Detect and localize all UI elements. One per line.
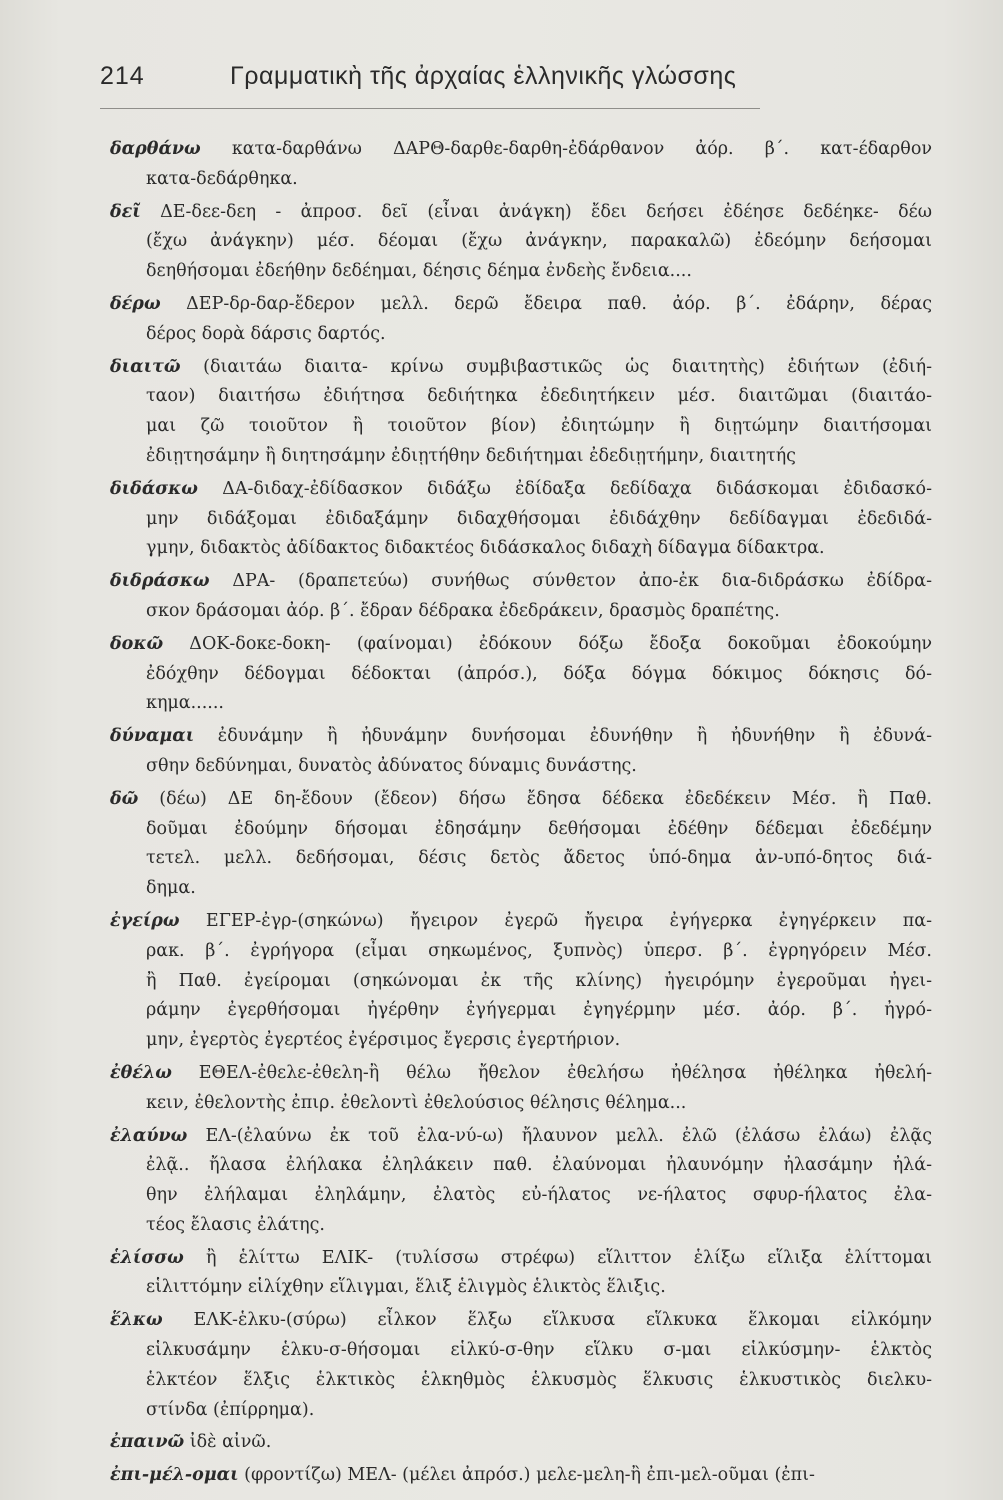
entry-text: (δέω) ΔΕ δη-ἔδουν (ἔδεον) δήσω ἔδησα δέδεκα ἐδεδέκειν Μέσ. ἢ Παθ. <box>138 788 932 809</box>
entry-continuation-line <box>146 1181 932 1211</box>
dictionary-entry <box>110 567 932 627</box>
entry-continuation-line <box>146 1366 932 1396</box>
dictionary-entry <box>110 290 932 350</box>
entry-first-line <box>110 135 932 165</box>
entry-text: τέος ἔλασις ἐλάτης. <box>146 1214 325 1235</box>
entry-continuation-line <box>146 257 932 287</box>
entry-text: εἱλκυσάμην ἑλκυ-σ-θήσομαι εἱλκύ-σ-θην εἵλκυ σ-μαι εἱλκύσμην- ἑλκτὸς <box>146 1340 932 1361</box>
entry-text: ἢ ἑλίττω ΕΛΙΚ- (τυλίσσω στρέφω) εἵλιττον ἑλίξω εἵλιξα ἑλίττομαι <box>183 1247 932 1268</box>
entry-headword: δεῖ <box>110 201 141 222</box>
entry-continuation-line <box>146 967 932 997</box>
dictionary-entry <box>110 198 932 287</box>
entry-text: ταον) διαιτήσω ἐδιήτησα δεδιήτηκα ἐδεδιητήκειν μέσ. διαιτῶμαι (διαιτάο- <box>146 386 932 407</box>
entry-first-line <box>110 1306 932 1336</box>
entry-continuation-line <box>146 660 932 690</box>
page-header <box>100 62 943 102</box>
entry-continuation-line <box>146 1026 932 1056</box>
entry-text: δοῦμαι ἐδούμην δήσομαι ἐδησάμην δεθήσομαι ἐδέθην δέδεμαι ἐδεδέμην <box>146 818 932 839</box>
entry-continuation-line <box>146 996 932 1026</box>
entry-headword: δύναμαι <box>110 726 195 747</box>
entry-continuation-line <box>146 815 932 845</box>
entry-headword: δῶ <box>110 788 139 809</box>
entry-text: εἱλιττόμην εἱλίχθην εἵλιγμαι, ἕλιξ ἑλιγμὸς ἑλικτὸς ἕλιξις. <box>146 1277 666 1298</box>
entry-text: (ἔχω ἀνάγκην) μέσ. δέομαι (ἔχω ἀνάγκην, παρακαλῶ) ἐδεόμην δεήσομαι <box>146 231 932 252</box>
entry-text: ἰδὲ αἰνῶ. <box>184 1432 272 1453</box>
entry-text: ΔΡΑ- (δραπετεύω) συνήθως σύνθετον ἀπο-ἐκ δια-διδράσκω ἐδίδρα- <box>209 571 932 592</box>
entry-headword: ἕλκω <box>110 1310 163 1331</box>
entry-first-line <box>110 907 932 937</box>
entry-text: δημα. <box>146 878 196 899</box>
entry-text: ΕΓΕΡ-ἐγρ-(σηκώνω) ἤγειρον ἐγερῶ ἤγειρα ἐγήγερκα ἐγηγέρκειν πα- <box>179 910 932 931</box>
page-number: 214 <box>100 62 145 90</box>
entry-first-line <box>110 353 932 383</box>
entry-text: γμην, διδακτὸς ἀδίδακτος διδακτέος διδάσκαλος διδαχὴ δίδαγμα δίδακτρα. <box>146 538 825 559</box>
entry-first-line <box>110 1059 932 1089</box>
dictionary-entry <box>110 135 932 195</box>
entry-continuation-line <box>146 1396 932 1426</box>
dictionary-entry <box>110 1122 932 1241</box>
entry-headword: δοκῶ <box>110 633 164 654</box>
entry-first-line <box>110 1428 932 1458</box>
entry-headword: διαιτῶ <box>110 356 181 377</box>
entry-text: ἢ Παθ. ἐγείρομαι (σηκώνομαι ἐκ τῆς κλίνης) ἠγειρόμην ἐγεροῦμαι ἠγει- <box>146 970 932 991</box>
entry-first-line <box>110 567 932 597</box>
entry-continuation-line <box>146 752 932 782</box>
entry-headword: ἐπαινῶ <box>110 1432 185 1453</box>
entry-continuation-line <box>146 937 932 967</box>
dictionary-entry <box>110 630 932 719</box>
entry-text: σθην δεδύνημαι, δυνατὸς ἀδύνατος δύναμις δυνάστης. <box>146 755 637 776</box>
entry-continuation-line <box>146 1089 932 1119</box>
entry-text: κειν, ἐθελοντὴς ἐπιρ. ἐθελοντὶ ἐθελούσιος θέλησις θέλημα... <box>146 1092 687 1113</box>
entry-headword: δέρω <box>110 293 161 314</box>
entry-text: θην ἐλήλαμαι ἐληλάμην, ἐλατὸς εὐ-ήλατος νε-ήλατος σφυρ-ήλατος ἐλα- <box>146 1185 932 1206</box>
entry-text: (διαιτάω διαιτα- κρίνω συμβιβαστικῶς ὡς διαιτητὴς) ἐδιήτων (ἐδιή- <box>180 356 932 377</box>
dictionary-entry <box>110 1461 932 1491</box>
entry-headword: ἐγείρω <box>110 910 180 931</box>
entry-text: μην διδάξομαι ἐδιδαξάμην διδαχθήσομαι ἐδιδάχθην δεδίδαγμαι ἐδεδιδά- <box>146 508 932 529</box>
entry-headword: ἑλίσσω <box>110 1247 184 1268</box>
entry-first-line <box>110 722 932 752</box>
dictionary-entry <box>110 1428 932 1458</box>
dictionary-entry <box>110 1306 932 1425</box>
dictionary-entry <box>110 475 932 564</box>
dictionary-entry <box>110 1244 932 1304</box>
entry-text: κατα-δαρθάνω ΔΑΡΘ-δαρθε-δαρθη-ἐδάρθανον ἀόρ. β΄. κατ-έδαρθον <box>200 139 932 159</box>
entry-continuation-line <box>146 442 932 472</box>
entry-first-line <box>110 475 932 505</box>
entry-headword: ἐπι-μέλ-ομαι <box>110 1465 239 1486</box>
entry-text: ΕΛΚ-ἑλκυ-(σύρω) εἷλκον ἕλξω εἵλκυσα εἵλκυκα ἕλκομαι εἱλκόμην <box>162 1310 932 1331</box>
entry-first-line <box>110 290 932 320</box>
entry-continuation-line <box>146 1151 932 1181</box>
dictionary-entry <box>110 1059 932 1119</box>
entry-text: σκον δράσομαι ἀόρ. β΄. ἔδραν δέδρακα ἐδεδράκειν, δρασμὸς δραπέτης. <box>146 600 780 621</box>
entry-first-line <box>110 198 932 228</box>
entry-text: μην, ἐγερτὸς ἐγερτέος ἐγέρσιμος ἔγερσις ἐγερτήριον. <box>146 1030 621 1051</box>
entry-text: ἐδυνάμην ἢ ἠδυνάμην δυνήσομαι ἐδυνήθην ἢ ἠδυνήθην ἢ ἐδυνά- <box>194 726 932 747</box>
dictionary-entry <box>110 722 932 782</box>
entry-first-line <box>110 1122 932 1152</box>
entry-continuation-line <box>146 505 932 535</box>
entry-continuation-line <box>146 597 932 627</box>
entry-text: ράμην ἐγερθήσομαι ἠγέρθην ἐγήγερμαι ἐγηγέρμην μέσ. ἀόρ. β΄. ἠγρό- <box>146 1000 932 1021</box>
entry-headword: δαρθάνω <box>110 139 201 159</box>
entry-continuation-line <box>146 320 932 350</box>
entry-text: ἐδιῃτησάμην ἢ διητησάμην ἐδιῃτήθην δεδιήτημαι ἐδεδιῃτήμην, διαιτητής <box>146 445 796 466</box>
entry-text: ἐλᾷ.. ἤλασα ἐλήλακα ἐληλάκειν παθ. ἐλαύνομαι ἠλαυνόμην ἠλασάμην ἠλά- <box>146 1155 932 1176</box>
entry-text: κημα...... <box>146 693 224 714</box>
entry-first-line <box>110 785 932 815</box>
entry-continuation-line <box>146 227 932 257</box>
entry-text: (φροντίζω) ΜΕΛ- (μέλει ἀπρόσ.) μελε-μελη-ἢ ἐπι-μελ-οῦμαι (ἐπι- <box>238 1465 815 1486</box>
entry-continuation-line <box>146 844 932 874</box>
entry-text: ΔΟΚ-δοκε-δοκη- (φαίνομαι) ἐδόκουν δόξω ἔδοξα δοκοῦμαι ἐδοκούμην <box>163 633 932 654</box>
dictionary-entry <box>110 907 932 1056</box>
entry-continuation-line <box>146 689 932 719</box>
entry-text: ἑλκτέον ἕλξις ἑλκτικὸς ἑλκηθμὸς ἑλκυσμὸς ἕλκυσις ἑλκυστικὸς διελκυ- <box>146 1369 932 1390</box>
entry-headword: ἐθέλω <box>110 1062 172 1083</box>
entry-text: μαι ζῶ τοιοῦτον ἢ τοιοῦτον βίον) ἐδιητώμην ἢ διῃτώμην διαιτήσομαι <box>146 416 932 437</box>
dictionary-body <box>110 135 932 1494</box>
entry-text: ΔΕΡ-δρ-δαρ-ἔδερον μελλ. δερῶ ἔδειρα παθ. ἀόρ. β΄. ἐδάρην, δέρας <box>160 293 932 314</box>
entry-continuation-line <box>146 412 932 442</box>
entry-continuation-line <box>146 534 932 564</box>
entry-headword: διδράσκω <box>110 571 210 592</box>
entry-text: δεηθήσομαι ἐδεήθην δεδέημαι, δέησις δέημα ἐνδεὴς ἔνδεια.... <box>146 261 692 282</box>
entry-continuation-line <box>146 165 932 195</box>
entry-text: ρακ. β΄. ἐγρήγορα (εἶμαι σηκωμένος, ξυπνὸς) ὑπερσ. β΄. ἐγρηγόρειν Μέσ. <box>146 940 932 961</box>
entry-text: στίνδα (ἐπίρρημα). <box>146 1399 315 1420</box>
entry-text: ΕΛ-(ἐλαύνω ἐκ τοῦ ἐλα-νύ-ω) ἤλαυνον μελλ. ἐλῶ (ἐλάσω ἐλάω) ἐλᾷς <box>187 1125 932 1146</box>
entry-continuation-line <box>146 1336 932 1366</box>
entry-first-line <box>110 630 932 660</box>
entry-text: ἐδόχθην δέδογμαι δέδοκται (ἀπρόσ.), δόξα δόγμα δόκιμος δόκησις δό- <box>146 663 932 684</box>
entry-headword: διδάσκω <box>110 478 198 499</box>
entry-first-line <box>110 1244 932 1274</box>
entry-continuation-line <box>146 1211 932 1241</box>
running-title: Γραμματικὴ τῆς ἀρχαίας ἑλληνικῆς γλώσσης <box>230 62 737 90</box>
entry-text: κατα-δεδάρθηκα. <box>146 168 298 189</box>
entry-continuation-line <box>146 1273 932 1303</box>
entry-text: ΕΘΕΛ-ἐθελε-ἐθελη-ἢ θέλω ἤθελον ἐθελήσω ἠθέλησα ἠθέληκα ἠθελή- <box>171 1062 932 1083</box>
entry-headword: ἐλαύνω <box>110 1125 188 1146</box>
entry-continuation-line <box>146 874 932 904</box>
entry-text: ΔΑ-διδαχ-ἐδίδασκον διδάξω ἐδίδαξα δεδίδαχα διδάσκομαι ἐδιδασκό- <box>197 478 932 499</box>
entry-text: τετελ. μελλ. δεδήσομαι, δέσις δετὸς ἄδετος ὑπό-δημα ἀν-υπό-δητος διά- <box>146 848 932 869</box>
entry-continuation-line <box>146 382 932 412</box>
dictionary-entry <box>110 353 932 472</box>
dictionary-entry <box>110 785 932 904</box>
header-rule <box>100 108 760 109</box>
entry-first-line <box>110 1461 932 1491</box>
entry-text: ΔΕ-δεε-δεη - ἀπροσ. δεῖ (εἶναι ἀνάγκη) ἔδει δεήσει ἐδέησε δεδέηκε- δέω <box>140 201 932 222</box>
entry-text: δέρος δορὰ δάρσις δαρτός. <box>146 323 386 344</box>
